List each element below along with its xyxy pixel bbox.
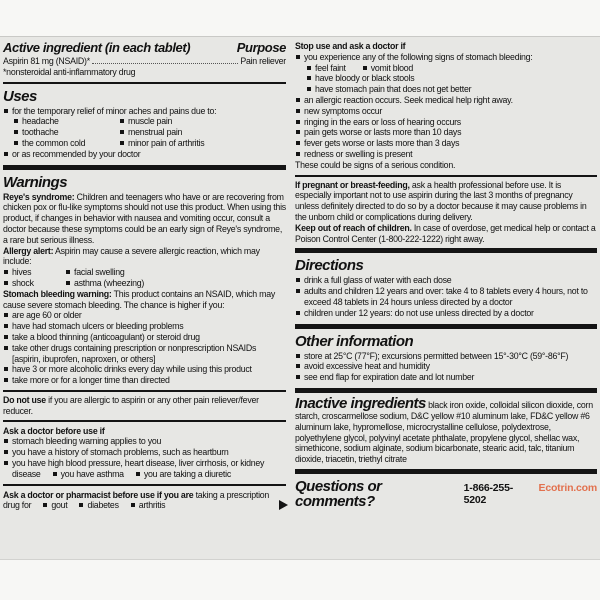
bullet-item [3, 310, 286, 321]
reye-text: Children and teenagers who have or are recovering from chicken pox or flu-like symptoms should not use this product. When using this product, if changes in behavior with nausea and vomiting occur, consult a doctor because these symptoms could be an early sign of Reye's syndrome, a rare but serious illness. [3, 191, 286, 245]
bullet-text: have 3 or more alcoholic drinks every day while using this product [12, 364, 252, 375]
bullet-item [3, 364, 286, 375]
left-column [3, 40, 286, 557]
bullet-item [65, 267, 286, 278]
bullet-item [295, 372, 597, 383]
bullet-item [119, 138, 286, 149]
bullet-item [295, 275, 597, 286]
divider [295, 175, 597, 177]
bullet-text: adults and children 12 years and over: take 4 to 8 tablets every 4 hours, not to exceed 48 tablets in 24 hours unless directed by a doctor [304, 286, 588, 307]
bullet-text: you experience any of the following signs of stomach bleeding: [304, 51, 533, 62]
do-not-use-paragraph [3, 395, 286, 417]
bullet-text: minor pain of arthritis [128, 137, 205, 148]
bullet-text: store at 25°C (77°F); excursions permitted between 15°-30°C (59°-86°F) [304, 350, 569, 361]
bullet-text: ringing in the ears or loss of hearing occurs [304, 116, 461, 127]
bullet-text: you have high blood pressure, heart disease, liver cirrhosis, or kidney disease [12, 457, 265, 479]
section-ask-pharmacist [3, 490, 286, 512]
bullet-item [295, 127, 597, 138]
bullet-item [3, 106, 286, 117]
divider [295, 469, 597, 474]
allergy-grid [3, 267, 286, 289]
bullet-text: shock [12, 277, 34, 288]
bullet-text: vomit blood [370, 62, 414, 73]
bullet-text: new symptoms occur [304, 105, 383, 116]
bullet-text: you have a history of stomach problems, such as heartburn [12, 447, 229, 458]
bullet-text: for the temporary relief of minor aches and pains due to: [12, 105, 217, 116]
keep-out-text: In case of overdose, get medical help or contact a Poison Control Center (1-800-222-1222) right away. [295, 222, 596, 244]
bullet-item [295, 106, 597, 117]
pregnancy-text: ask a health professional before use. It is especially important not to use aspirin during the last 3 months of pregnancy unless definitely directed to do so by a doctor because it may cause problems in the unborn child or complications during delivery. [295, 179, 587, 222]
bullet-item [362, 63, 413, 74]
bullet-text: or as recommended by your doctor [12, 148, 141, 159]
other-information-heading: Other information [295, 332, 414, 350]
stop-use-outro: These could be signs of a serious condition. [295, 159, 456, 170]
bullet-text: take a blood thinning (anticoagulant) or steroid drug [12, 331, 200, 342]
bullet-item [13, 127, 119, 138]
bullet-square-icon [53, 472, 57, 476]
bullet-text: pain gets worse or lasts more than 10 days [304, 127, 462, 138]
bullet-item [295, 138, 597, 149]
allergy-label: Allergy alert: [3, 245, 54, 256]
bullet-item [65, 278, 286, 289]
divider [3, 420, 286, 422]
pregnancy-label: If pregnant or breast-feeding, [295, 179, 410, 190]
bullet-item [306, 63, 346, 74]
pregnancy-paragraph [295, 180, 597, 223]
bullet-text: an allergic reaction occurs. Seek medical help right away. [304, 94, 513, 105]
stop-use-sub-pair [306, 63, 597, 74]
inactive-ingredients-text: black iron oxide, colloidal silicon dioxide, corn starch, croscarmellose sodium, D&C yellow #10 aluminum lake, FD&C yellow #6 aluminum lake, hypromellose, microcrystalline cellulose, polydextrose, polyethylene glycol, polyvinyl acetate phthalate, propylene glycol, shellac wax, simethicone, sodium alginate, sodium bicarbonate, stearic acid, talc, titanium dioxide, triacetin, triethyl citrate [295, 399, 593, 465]
section-uses [3, 88, 286, 160]
bullet-item [295, 117, 597, 128]
bullet-text [12, 458, 286, 480]
bullet-item [306, 84, 597, 95]
section-ask-doctor [3, 426, 286, 480]
ask-doctor-heading: Ask a doctor before use if [3, 425, 105, 436]
bullet-item [13, 138, 119, 149]
bullet-text: toothache [22, 127, 59, 138]
stomach-text: This product contains an NSAID, which may cause severe stomach bleeding. The chance is higher if you: [3, 288, 276, 310]
phone-number: 1-866-255-5202 [463, 481, 514, 506]
bullet-square-icon [79, 503, 83, 507]
bullet-text: see end flap for expiration date and lot number [304, 372, 475, 383]
do-not-use-label: Do not use [3, 394, 46, 405]
divider [3, 82, 286, 84]
bullet-item [295, 308, 597, 319]
bullet-item [295, 351, 597, 362]
bullet-text: avoid excessive heat and humidity [304, 361, 430, 372]
allergy-alert-paragraph [3, 246, 286, 268]
inline-bullet-text: diabetes [87, 500, 119, 511]
bullet-item [306, 73, 597, 84]
divider [3, 390, 286, 392]
dotted-leader [92, 55, 238, 64]
inline-bullet-text: you are taking a diuretic [143, 468, 231, 479]
section-directions [295, 257, 597, 318]
bullet-text: redness or swelling is present [304, 148, 413, 159]
reye-syndrome-paragraph [3, 192, 286, 246]
keep-out-paragraph [295, 223, 597, 245]
stomach-bleeding-paragraph [3, 289, 286, 311]
inline-bullet-text: arthritis [138, 500, 166, 511]
bullet-item [3, 375, 286, 386]
bullet-text: are age 60 or older [12, 310, 82, 321]
keep-out-label: Keep out of reach of children. [295, 222, 412, 233]
bullet-text: fever gets worse or lasts more than 3 days [304, 138, 460, 149]
bullet-text: take more or for a longer time than directed [12, 375, 170, 386]
section-warnings [3, 174, 286, 386]
right-column [295, 40, 597, 557]
section-questions [295, 479, 597, 509]
active-ingredient-heading: Active ingredient (in each tablet) [3, 40, 191, 55]
allergy-text: Aspirin may cause a severe allergic reaction, which may include: [3, 245, 260, 267]
bullet-square-icon [131, 503, 135, 507]
ask-pharmacist-label: Ask a doctor or pharmacist before use if you are [3, 489, 194, 500]
bullet-item [3, 458, 286, 480]
bullet-text: have bloody or black stools [315, 73, 415, 84]
bullet-item [295, 149, 597, 160]
divider [3, 484, 286, 486]
bullet-text: children under 12 years: do not use unless directed by a doctor [304, 307, 534, 318]
bullet-text: the common cold [22, 137, 86, 148]
bullet-item [3, 447, 286, 458]
bullet-item [3, 278, 65, 289]
bullet-item [13, 116, 119, 127]
bullet-text: menstrual pain [128, 127, 183, 138]
label-panel [0, 36, 600, 560]
continued-arrow-icon [279, 500, 288, 510]
bullet-item [3, 332, 286, 343]
section-other-information [295, 333, 597, 383]
section-stop-use [295, 41, 597, 171]
bullet-item [3, 343, 286, 365]
bullet-item [295, 95, 597, 106]
bullet-item [119, 116, 286, 127]
inline-bullet-text: gout [51, 500, 68, 511]
bullet-item [3, 267, 65, 278]
bullet-item [295, 52, 597, 63]
questions-heading: Questions or comments? [295, 477, 382, 510]
divider [295, 248, 597, 253]
bullet-item [295, 286, 597, 308]
do-not-use-text: if you are allergic to aspirin or any other pain reliever/fever reducer. [3, 394, 259, 416]
inactive-ingredients-heading: Inactive ingredients [295, 394, 426, 412]
bullet-item [119, 127, 286, 138]
bullet-item [295, 361, 597, 372]
website-link: Ecotrin.com [538, 481, 597, 494]
reye-label: Reye's syndrome: [3, 191, 75, 202]
divider [3, 165, 286, 170]
section-active-ingredient [3, 41, 286, 78]
bullet-text: asthma (wheezing) [74, 277, 145, 288]
bullet-item [3, 149, 286, 160]
inline-bullet-text: you have asthma [60, 468, 124, 479]
bullet-item [3, 436, 286, 447]
section-inactive-ingredients [295, 396, 597, 465]
stop-use-heading: Stop use and ask a doctor if [295, 41, 406, 51]
bullet-text: muscle pain [128, 116, 173, 127]
bullet-text: feel faint [315, 62, 346, 73]
bullet-text: take other drugs containing prescription or nonprescription NSAIDs [aspirin, ibuprofen, naproxen, or others] [12, 342, 257, 364]
bullet-square-icon [43, 503, 47, 507]
bullet-item [3, 321, 286, 332]
divider [295, 388, 597, 393]
directions-heading: Directions [295, 257, 364, 275]
bullet-square-icon [136, 472, 140, 476]
nsaid-footnote: *nonsteroidal anti-inflammatory drug [3, 66, 136, 77]
bullet-text: stomach bleeding warning applies to you [12, 436, 162, 447]
stomach-label: Stomach bleeding warning: [3, 288, 112, 299]
divider [295, 324, 597, 329]
warnings-heading: Warnings [3, 173, 68, 191]
ask-pharmacist-text: taking a prescription drug for [3, 489, 270, 511]
bullet-text: headache [22, 116, 59, 127]
bullet-text: facial swelling [74, 267, 125, 278]
ask-pharmacist-paragraph [3, 490, 286, 512]
purpose-heading: Purpose [236, 40, 286, 55]
bullet-text: have stomach pain that does not get better [315, 84, 472, 95]
uses-grid [13, 116, 286, 148]
bullet-text: have had stomach ulcers or bleeding problems [12, 321, 184, 332]
bullet-text: drink a full glass of water with each dose [304, 275, 452, 286]
ingredient-purpose: Pain reliever [240, 56, 286, 66]
uses-heading: Uses [3, 87, 37, 105]
ingredient-name: Aspirin 81 mg (NSAID)* [3, 56, 90, 66]
bullet-text: hives [12, 267, 32, 278]
